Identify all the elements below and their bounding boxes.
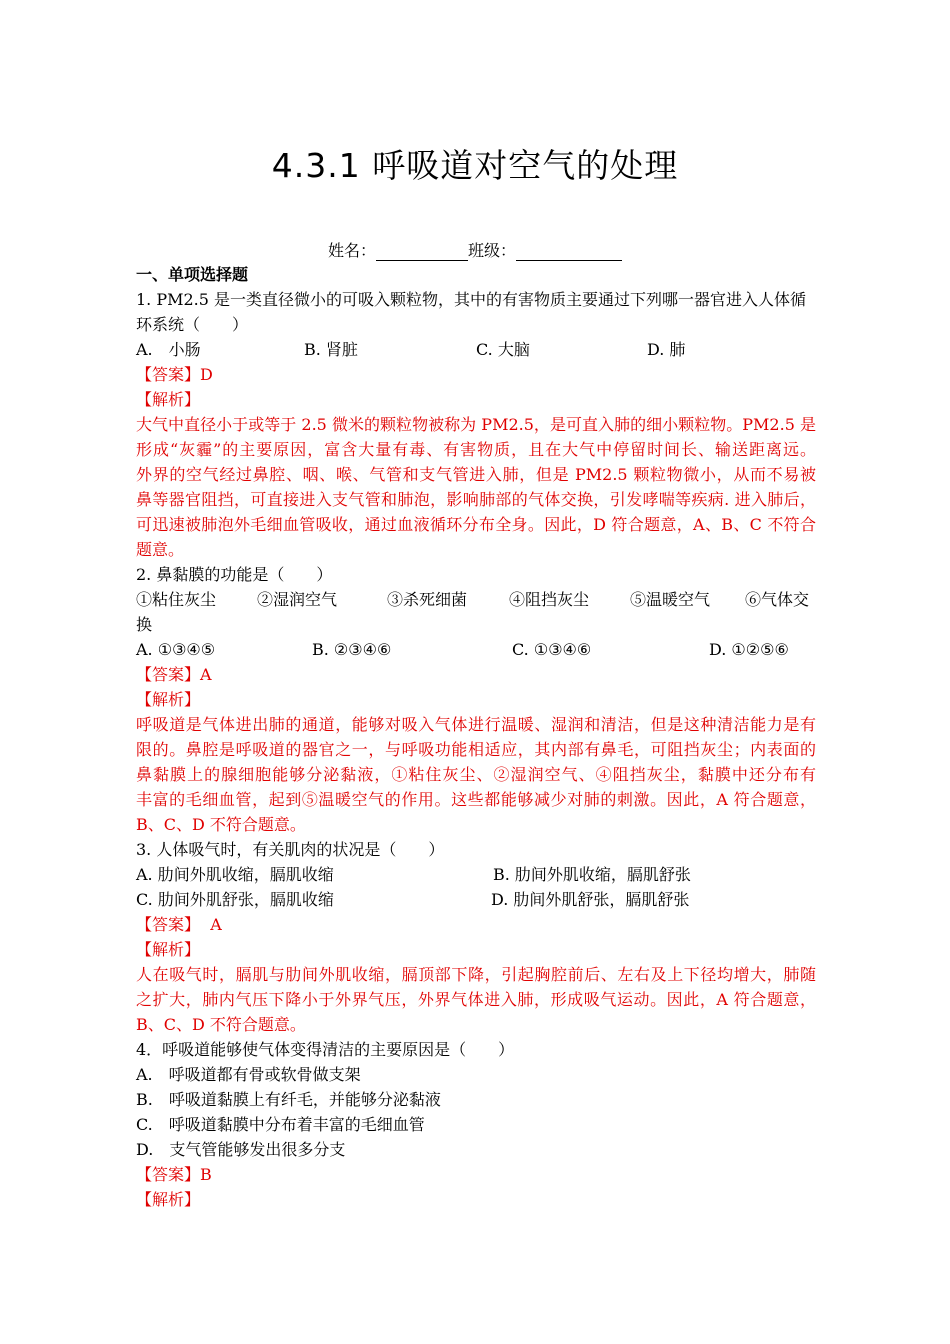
q1-option-a: A. 小肠 — [136, 340, 201, 359]
q2-item: ⑥气体交 — [745, 590, 810, 609]
q2-analysis-line: 丰富的毛细血管，起到⑤温暖空气的作用。这些都能够减少对肺的刺激。因此，A 符合题意， — [136, 790, 816, 809]
q2-item: ①粘住灰尘 — [136, 590, 217, 609]
answer-label: 【答案】 — [136, 665, 201, 684]
q2-items-cont: 换 — [136, 615, 153, 634]
q2-analysis-line: B、C、D 不符合题意。 — [136, 815, 306, 834]
q3-option-a: A. 肋间外肌收缩，膈肌收缩 — [136, 865, 334, 884]
q2-analysis-label: 【解析】 — [136, 690, 201, 709]
q1-analysis-line: 大气中直径小于或等于 2.5 微米的颗粒物被称为 PM2.5，是可直入肺的细小颗粒物。PM2.5 是 — [136, 415, 816, 434]
q1-options — [136, 337, 816, 362]
q3-option-d: D. 肋间外肌舒张，膈肌舒张 — [491, 890, 690, 909]
q4-answer-value: B — [200, 1165, 212, 1184]
page-title: 4.3.1 呼吸道对空气的处理 — [271, 146, 679, 185]
q2-option-a: A. ①③④⑤ — [136, 640, 216, 659]
q1-analysis-line: 题意。 — [136, 540, 185, 559]
q2-option-d: D. ①②⑤⑥ — [709, 640, 789, 659]
class-blank[interactable] — [516, 244, 622, 261]
q4-stem: 4．呼吸道能够使气体变得清洁的主要原因是（ ） — [136, 1040, 515, 1059]
q2-option-c: C. ①③④⑥ — [512, 640, 592, 659]
name-class-line — [0, 238, 950, 261]
q4-option-a: A. 呼吸道都有骨或软骨做支架 — [136, 1065, 361, 1084]
q2-analysis-line: 限的。鼻腔是呼吸道的器官之一，与呼吸功能相适应，其内部有鼻毛，可阻挡灰尘；内表面的 — [136, 740, 816, 759]
name-blank[interactable] — [376, 244, 468, 261]
q4-analysis-label: 【解析】 — [136, 1190, 201, 1209]
q2-options — [136, 637, 816, 662]
q4-option-b: B. 呼吸道黏膜上有纤毛，并能够分泌黏液 — [136, 1090, 441, 1109]
answer-label: 【答案】 — [136, 365, 201, 384]
q3-analysis-line: 之扩大，肺内气压下降小于外界气压，外界气体进入肺，形成吸气运动。因此，A 符合题意， — [136, 990, 816, 1009]
q1-analysis-line: 可迅速被肺泡外毛细血管吸收，通过血液循环分布全身。因此，D 符合题意，A、B、C 不符合 — [136, 515, 816, 534]
q1-option-c: C. 大脑 — [476, 340, 530, 359]
answer-label: 【答案】 — [136, 915, 201, 934]
q4-option-d: D. 支气管能够发出很多分支 — [136, 1140, 346, 1159]
q1-answer-value: D — [200, 365, 213, 384]
q3-option-b: B. 肋间外肌收缩，膈肌舒张 — [493, 865, 691, 884]
q1-stem-line-1: 1. PM2.5 是一类直径微小的可吸入颗粒物，其中的有害物质主要通过下列哪一器官进入人体循 — [136, 290, 807, 309]
q2-item: ②湿润空气 — [257, 590, 338, 609]
q3-analysis-line: 人在吸气时，膈肌与肋间外肌收缩，膈顶部下降，引起胸腔前后、左右及上下径均增大，肺随 — [136, 965, 816, 984]
q1-answer — [136, 362, 816, 387]
q1-analysis-line: 鼻等器官阻挡，可直接进入支气管和肺泡，影响肺部的气体交换，引发哮喘等疾病. 进入肺后， — [136, 490, 816, 509]
q1-analysis-line: 形成“灰霾”的主要原因，富含大量有毒、有害物质，且在大气中停留时间长、输送距离远。 — [136, 440, 816, 459]
section-title: 一、单项选择题 — [136, 265, 249, 284]
q3-stem: 3. 人体吸气时，有关肌肉的状况是（ ） — [136, 840, 445, 859]
q2-analysis-line: 鼻黏膜上的腺细胞能够分泌黏液，①粘住灰尘、②湿润空气、④阻挡灰尘，黏膜中还分布有 — [136, 765, 816, 784]
q2-items — [136, 587, 816, 612]
q2-stem: 2. 鼻黏膜的功能是（ ） — [136, 565, 333, 584]
q4-option-c: C. 呼吸道黏膜中分布着丰富的毛细血管 — [136, 1115, 425, 1134]
q3-analysis-label: 【解析】 — [136, 940, 201, 959]
name-label: 姓名： — [327, 241, 376, 260]
q1-analysis-label: 【解析】 — [136, 390, 201, 409]
q3-answer-value: A — [200, 915, 222, 934]
q1-option-b: B. 肾脏 — [304, 340, 358, 359]
q1-stem-line-2: 环系统（ ） — [136, 315, 249, 334]
q3-options-row-1 — [136, 862, 816, 887]
q2-answer — [136, 662, 816, 687]
answer-label: 【答案】 — [136, 1165, 201, 1184]
q2-item: ③杀死细菌 — [387, 590, 468, 609]
q2-answer-value: A — [200, 665, 212, 684]
q4-answer — [136, 1162, 816, 1187]
q3-analysis-line: B、C、D 不符合题意。 — [136, 1015, 306, 1034]
q2-item: ⑤温暖空气 — [630, 590, 711, 609]
q3-answer — [136, 912, 816, 937]
q3-option-c: C. 肋间外肌舒张，膈肌收缩 — [136, 890, 334, 909]
class-label: 班级： — [468, 241, 517, 260]
q1-analysis-line: 外界的空气经过鼻腔、咽、喉、气管和支气管进入肺，但是 PM2.5 颗粒物微小，从而不易被 — [136, 465, 816, 484]
q2-item: ④阻挡灰尘 — [509, 590, 590, 609]
q2-analysis-line: 呼吸道是气体进出肺的通道，能够对吸入气体进行温暖、湿润和清洁，但是这种清洁能力是有 — [136, 715, 816, 734]
q1-option-d: D. 肺 — [647, 340, 686, 359]
q2-option-b: B. ②③④⑥ — [312, 640, 392, 659]
question-content — [136, 262, 816, 1212]
q3-options-row-2 — [136, 887, 816, 912]
